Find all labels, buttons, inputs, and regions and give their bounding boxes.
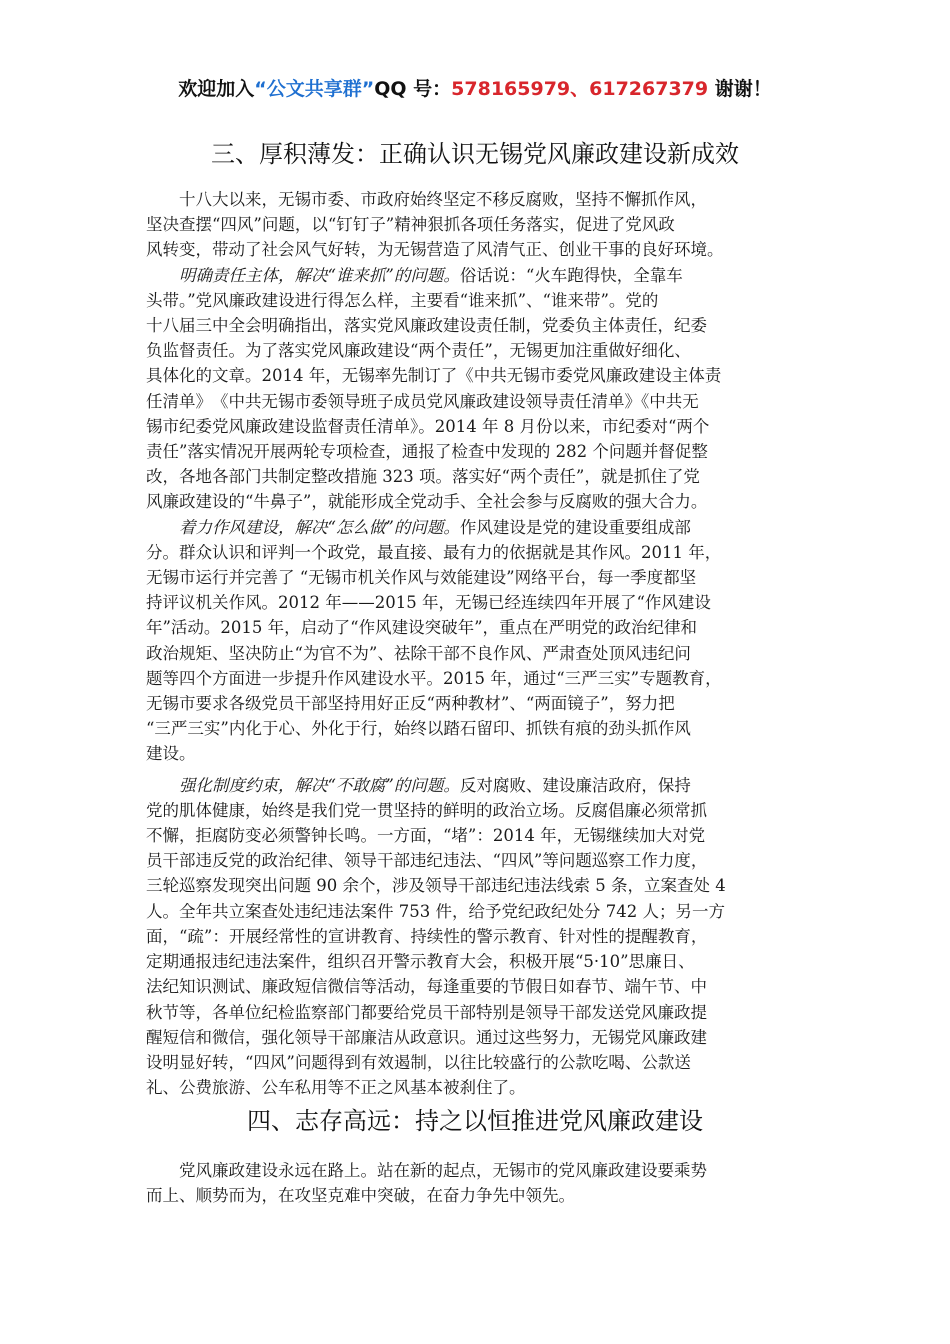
promo-banner (0, 74, 950, 104)
paragraph-line: 任清单》 《中共无锡市委领导班子成员党风廉政建设领导责任清单》《中共无 (146, 391, 699, 411)
paragraph-line: 明确责任主体，解决“谁来抓”的问题。俗话说：“火车跑得快，全靠车 (146, 265, 683, 285)
paragraph-line: 无锡市运行并完善了 “无锡市机关作风与效能建设”网络平台，每一季度都坚 (146, 568, 697, 588)
section-3-heading: 三、厚积薄发：正确认识无锡党风廉政建设新成效 (211, 140, 739, 168)
paragraph-line: 年”活动。2015 年，启动了“作风建设突破年”，重点在严明党的政治纪律和 (146, 618, 698, 638)
paragraph-line: 礼、公费旅游、公车私用等不正之风基本被刹住了。 (146, 1078, 526, 1098)
paragraph-line: 改，各地各部门共制定整改措施 323 项。落实好“两个责任”，就是抓住了党 (146, 467, 700, 487)
banner-qq-numbers: 578165979、617267379 (451, 78, 709, 100)
paragraph-line: 建设。 (146, 744, 196, 764)
paragraph-line: 十八届三中全会明确指出，落实党风廉政建设责任制，党委负主体责任，纪委 (146, 316, 707, 336)
banner-suffix: 谢谢！ (708, 78, 772, 100)
banner-prefix: 欢迎加入 (178, 78, 255, 100)
paragraph-line: 强化制度约束，解决“不敢腐”的问题。反对腐败、建设廉洁政府，保持 (146, 775, 691, 795)
banner-qq-label: QQ 号： (374, 78, 452, 100)
intro-line: 党风廉政建设永远在路上。站在新的起点，无锡市的党风廉政建设要乘势 (146, 1161, 707, 1180)
paragraph-line: “三严三实”内化于心、外化于行，始终以踏石留印、抓铁有痕的劲头抓作风 (146, 719, 691, 739)
paragraph-line: 负监督责任。为了落实党风廉政建设“两个责任”，无锡更加注重做好细化、 (146, 341, 691, 361)
paragraph-line: 不懈，拒腐防变必须警钟长鸣。一方面，“堵”：2014 年，无锡继续加大对党 (146, 826, 706, 846)
paragraph-line: 题等四个方面进一步提升作风建设水平。2015 年，通过“三严三实”专题教育， (146, 668, 722, 688)
paragraph-line: 定期通报违纪违法案件，组织召开警示教育大会，积极开展“5·10”思廉日、 (146, 952, 695, 972)
intro-line: 十八大以来，无锡市委、市政府始终坚定不移反腐败，坚持不懈抓作风， (146, 190, 707, 209)
paragraph-line: 人。全年共立案查处违纪违法案件 753 件，给予党纪政纪处分 742 人；另一方 (146, 901, 725, 921)
paragraph-line: 头带。”党风廉政建设进行得怎么样，主要看“谁来抓”、“谁来带”。党的 (146, 290, 659, 310)
paragraph-line: 法纪知识测试、廉政短信微信等活动，每逢重要的节假日如春节、端午节、中 (146, 977, 707, 997)
paragraph-line: 党的肌体健康，始终是我们党一贯坚持的鲜明的政治立场。反腐倡廉必须常抓 (146, 800, 707, 820)
section-4-heading: 四、志存高远：持之以恒推进党风廉政建设 (247, 1107, 703, 1135)
paragraph-head: 着力作风建设，解决“怎么做”的问题。 (146, 517, 460, 537)
intro-line: 风转变，带动了社会风气好转，为无锡营造了风清气正、创业干事的良好环境。 (146, 240, 724, 260)
paragraph-head: 明确责任主体，解决“谁来抓”的问题。 (146, 265, 460, 285)
banner-group-name: “公文共享群” (254, 78, 375, 100)
paragraph-line: 锡市纪委党风廉政建设监督责任清单》。2014 年 8 月份以来，市纪委对“两个 (146, 416, 710, 436)
section-4-body (146, 1158, 806, 1208)
paragraph-head: 强化制度约束，解决“不敢腐”的问题。 (146, 775, 460, 795)
intro-line: 而上、顺势而为，在攻坚克难中突破，在奋力争先中领先。 (146, 1186, 575, 1206)
paragraph-line: 风廉政建设的“牛鼻子”，就能形成全党动手、全社会参与反腐败的强大合力。 (146, 492, 708, 512)
paragraph-line: 着力作风建设，解决“怎么做”的问题。作风建设是党的建设重要组成部 (146, 517, 691, 537)
paragraph-line: 责任”落实情况开展两轮专项检查，通报了检查中发现的 282 个问题并督促整 (146, 442, 708, 462)
paragraph-line: 三轮巡察发现突出问题 90 余个，涉及领导干部违纪违法线索 5 条，立案查处 4 (146, 876, 726, 896)
paragraph-line: 分。群众认识和评判一个政党，最直接、最有力的依据就是其作风。2011 年， (146, 542, 722, 562)
paragraph-line: 秋节等，各单位纪检监察部门都要给党员干部特别是领导干部发送党风廉政提 (146, 1002, 707, 1022)
paragraph-line: 无锡市要求各级党员干部坚持用好正反“两种教材”、“两面镜子”，努力把 (146, 694, 675, 714)
paragraph-line: 具体化的文章。2014 年，无锡率先制订了《中共无锡市委党风廉政建设主体责 (146, 366, 722, 386)
paragraph-line: 持评议机关作风。2012 年——2015 年，无锡已经连续四年开展了“作风建设 (146, 593, 711, 613)
paragraph-line: 员干部违反党的政治纪律、领导干部违纪违法、“四风”等问题巡察工作力度， (146, 851, 708, 871)
paragraph-line: 设明显好转，“四风”问题得到有效遏制，以往比较盛行的公款吃喝、公款送 (146, 1052, 691, 1072)
paragraph-line: 面，“疏”：开展经常性的宣讲教育、持续性的警示教育、针对性的提醒教育， (146, 926, 708, 946)
intro-line: 坚决查摆“四风”问题，以“钉钉子”精神狠抓各项任务落实，促进了党风政 (146, 215, 675, 235)
paragraph-line: 政治规矩、坚决防止“为官不为”、祛除干部不良作风、严肃查处顶风违纪问 (146, 643, 691, 663)
paragraph-line: 醒短信和微信，强化领导干部廉洁从政意识。通过这些努力，无锡党风廉政建 (146, 1027, 707, 1047)
section-3-body (146, 187, 806, 1100)
